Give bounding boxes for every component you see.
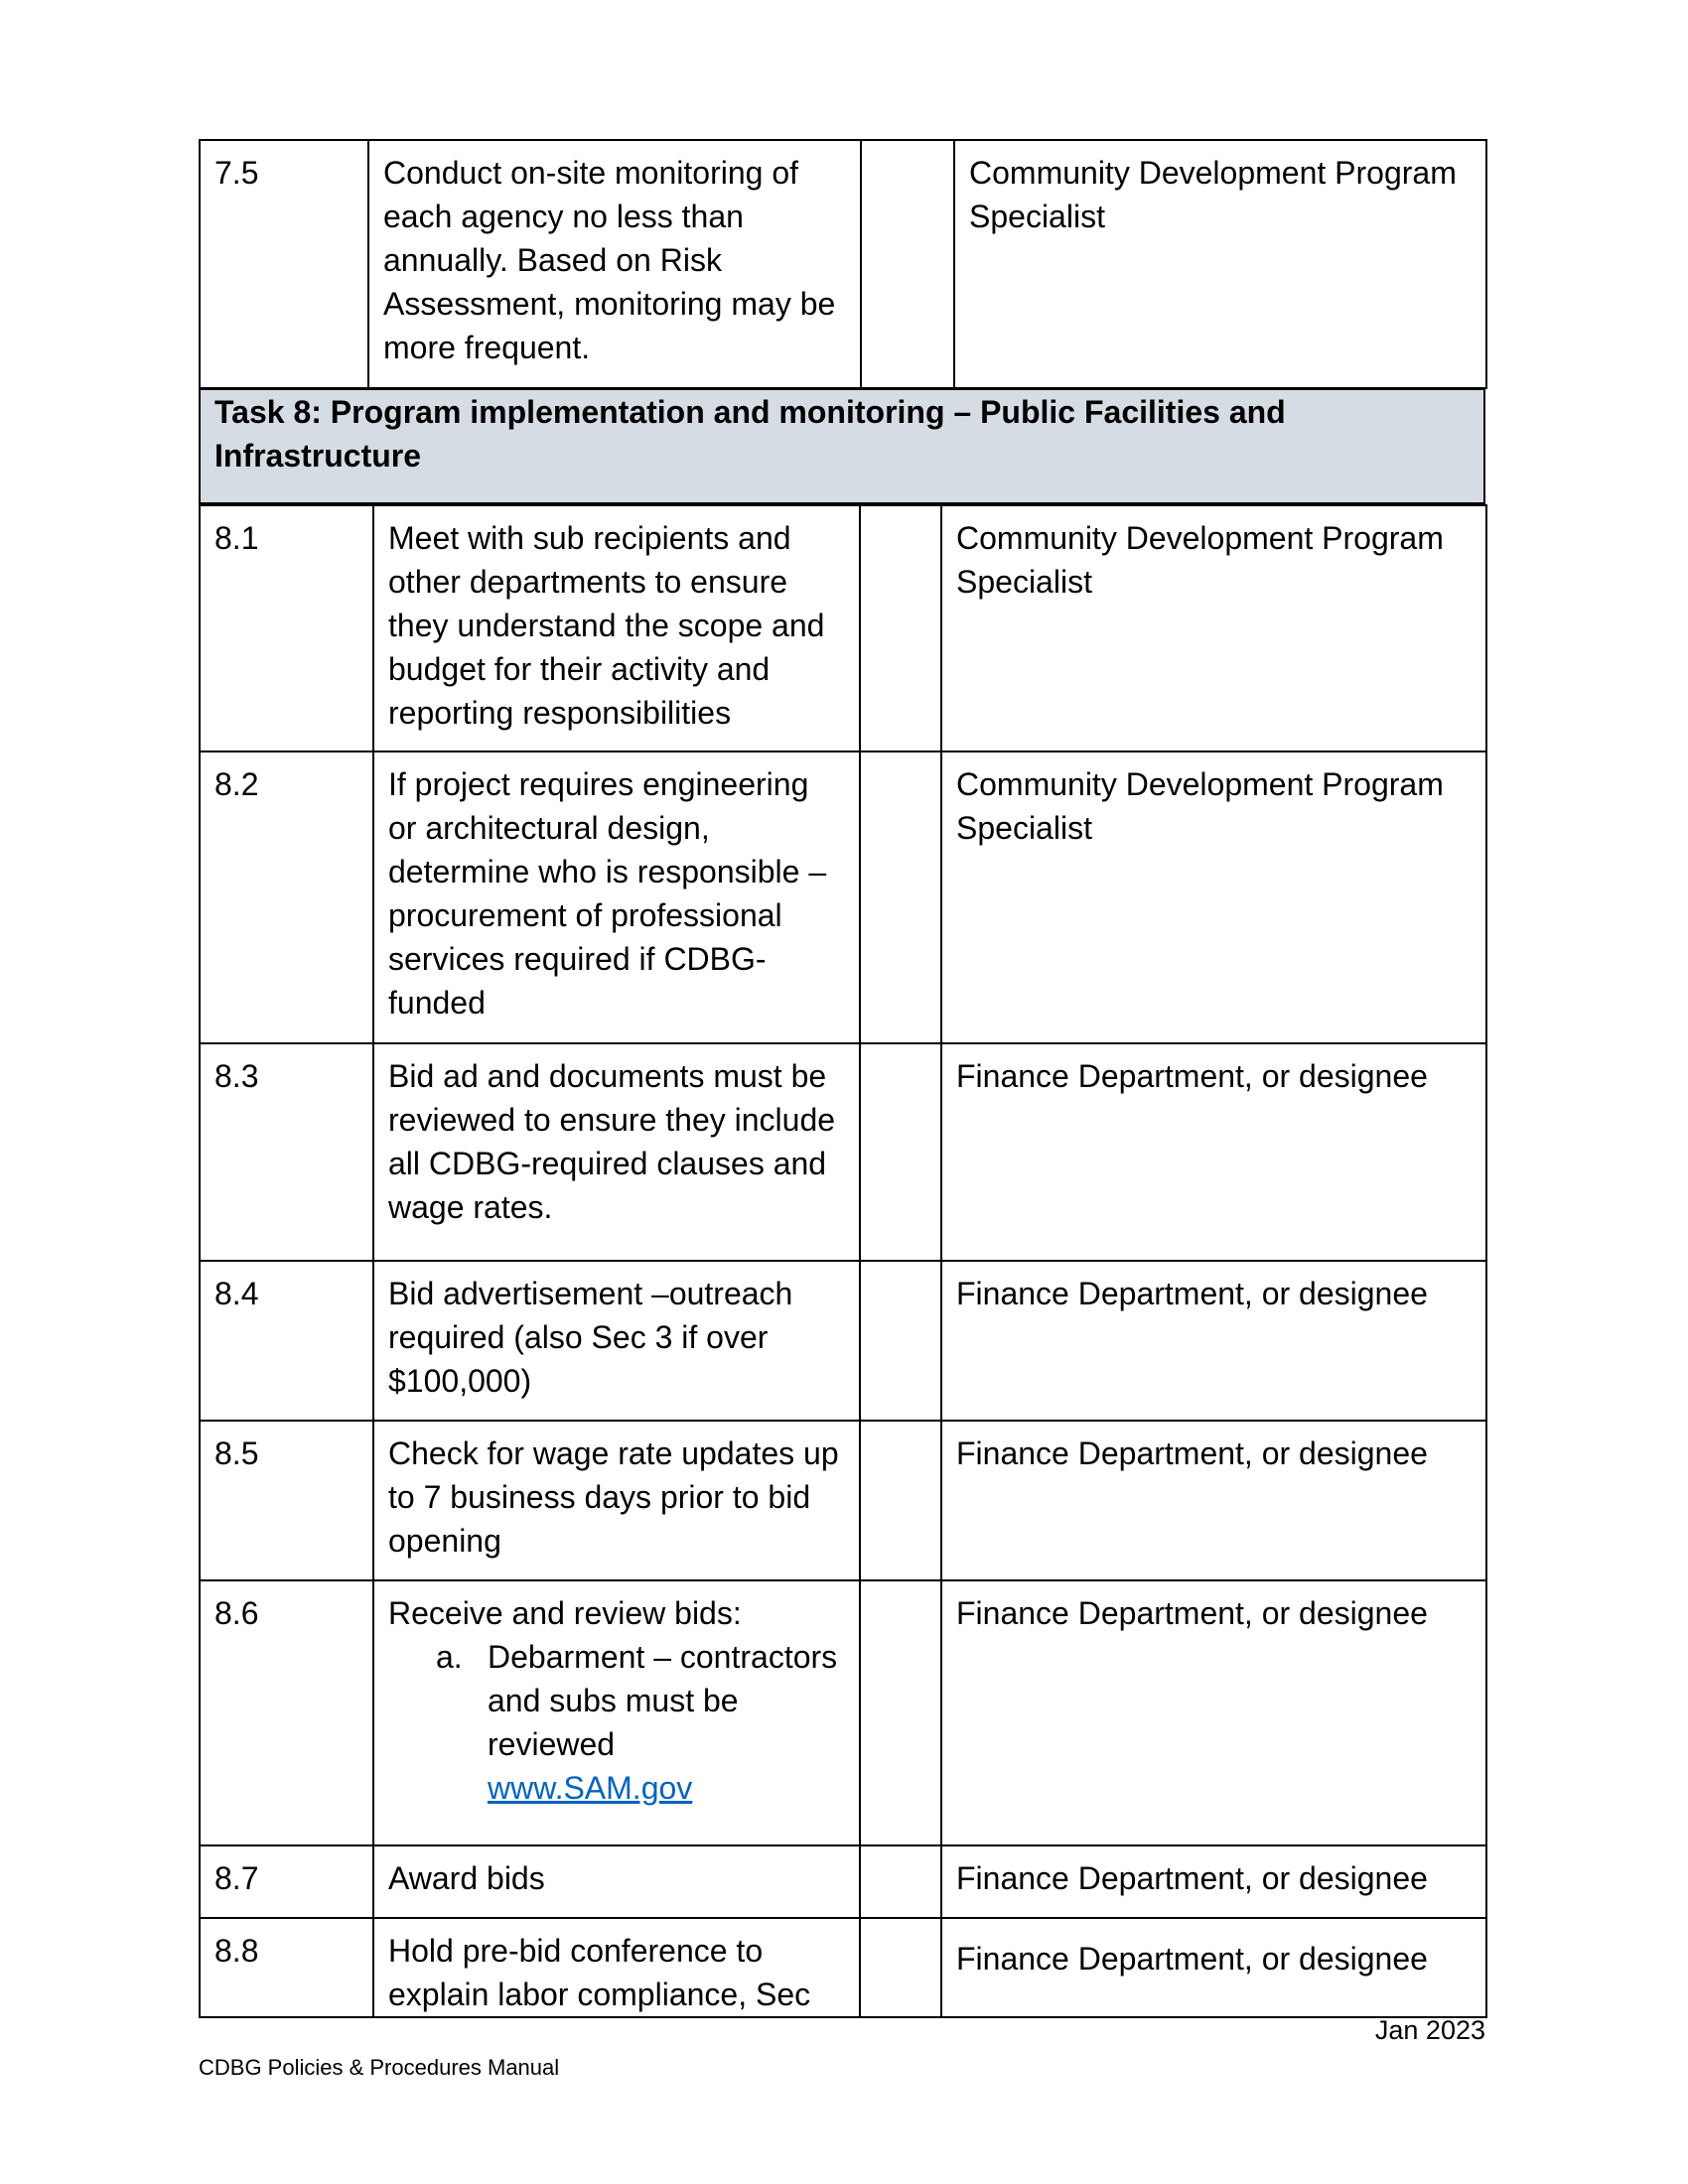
list-item [436, 1635, 845, 1810]
step-number: 8.4 [214, 1276, 259, 1311]
step-number-cell [200, 1580, 373, 1845]
step-number: 8.7 [214, 1860, 259, 1896]
blank-cell [860, 1580, 941, 1845]
sam-gov-link[interactable]: www.SAM.gov [488, 1770, 693, 1806]
step-number-cell [200, 1845, 373, 1918]
table-row [200, 751, 1486, 1043]
responsible-party: Finance Department, or designee [956, 1941, 1428, 1977]
blank-cell [860, 1918, 941, 2017]
footer-date: Jan 2023 [1374, 2015, 1485, 2045]
step-number-cell [200, 1918, 373, 2017]
step-number-cell [200, 1421, 373, 1580]
step-number-cell [200, 140, 368, 388]
step-number: 7.5 [214, 155, 259, 191]
task-cell [373, 1918, 860, 2017]
responsible-party: Finance Department, or designee [956, 1058, 1428, 1094]
responsible-cell [941, 1580, 1486, 1845]
responsible-cell [941, 505, 1486, 751]
sub-item-text: Debarment – contractors and subs must be reviewed [488, 1639, 838, 1762]
blank-cell [860, 1043, 941, 1261]
task-description: Check for wage rate updates up to 7 business days prior to bid opening [388, 1435, 839, 1559]
responsible-party: Finance Department, or designee [956, 1276, 1428, 1311]
responsible-party: Finance Department, or designee [956, 1595, 1428, 1631]
step-number: 8.2 [214, 766, 259, 802]
task-description: Bid advertisement –outreach required (also Sec 3 if over $100,000) [388, 1276, 793, 1399]
table-row [200, 140, 1486, 388]
task-cell [373, 1421, 860, 1580]
step-number-cell [200, 1261, 373, 1421]
task-description: Hold pre-bid conference to explain labor compliance, Sec [388, 1933, 811, 2012]
responsible-party: Community Development Program Specialist [956, 766, 1444, 846]
step-number-cell [200, 1043, 373, 1261]
task-cell [373, 1261, 860, 1421]
responsible-cell [941, 1421, 1486, 1580]
task-cell [368, 140, 861, 388]
table-row [200, 1261, 1486, 1421]
blank-cell [860, 505, 941, 751]
responsible-party: Community Development Program Specialist [956, 520, 1444, 600]
blank-cell [861, 140, 954, 388]
task-description: Bid ad and documents must be reviewed to ensure they include all CDBG-required clauses and wage rates. [388, 1058, 836, 1225]
list-marker: a. [436, 1639, 463, 1675]
task-8-title: : Program implementation and monitoring – Public Facilities and Infrastructure [214, 394, 1286, 474]
step-number: 8.8 [214, 1933, 259, 1969]
responsible-cell [941, 1845, 1486, 1918]
step-number: 8.6 [214, 1595, 259, 1631]
responsible-cell [941, 751, 1486, 1043]
task-description: Conduct on-site monitoring of each agency no less than annually. Based on Risk Assessment, monitoring may be more frequent. [383, 155, 836, 365]
task-cell [373, 751, 860, 1043]
footer-title: CDBG Policies & Procedures Manual [199, 2055, 560, 2080]
step-number-cell [200, 751, 373, 1043]
step-number: 8.5 [214, 1435, 259, 1471]
blank-cell [860, 1261, 941, 1421]
task-description: Award bids [388, 1860, 545, 1896]
blank-cell [860, 751, 941, 1043]
responsible-cell [941, 1043, 1486, 1261]
task-cell [373, 505, 860, 751]
task-description: Receive and review bids: [388, 1595, 742, 1631]
step-number: 8.3 [214, 1058, 259, 1094]
blank-cell [860, 1421, 941, 1580]
responsible-cell [954, 140, 1486, 388]
responsible-party: Finance Department, or designee [956, 1435, 1428, 1471]
task-table-7 [199, 139, 1487, 389]
table-row [200, 505, 1486, 751]
task-description: Meet with sub recipients and other departments to ensure they understand the scope and budget for their activity and reporting responsibilities [388, 520, 825, 731]
sub-list [388, 1635, 845, 1810]
task-cell [373, 1580, 860, 1845]
responsible-party: Community Development Program Specialist [969, 155, 1457, 234]
table-row [200, 1580, 1486, 1845]
responsible-party: Finance Department, or designee [956, 1860, 1428, 1896]
table-row [200, 1918, 1486, 2017]
table-row [200, 1421, 1486, 1580]
responsible-cell [941, 1918, 1486, 2017]
responsible-cell [941, 1261, 1486, 1421]
task-description: If project requires engineering or architectural design, determine who is responsible – procurement of professional services required if CDBG-funded [388, 766, 827, 1021]
table-row [200, 1043, 1486, 1261]
task-8-header [199, 387, 1485, 504]
task-8-label: Task 8 [214, 394, 312, 430]
task-cell [373, 1043, 860, 1261]
task-cell [373, 1845, 860, 1918]
task-table-8 [199, 504, 1487, 2018]
step-number-cell [200, 505, 373, 751]
table-row [200, 1845, 1486, 1918]
step-number: 8.1 [214, 520, 259, 556]
blank-cell [860, 1845, 941, 1918]
